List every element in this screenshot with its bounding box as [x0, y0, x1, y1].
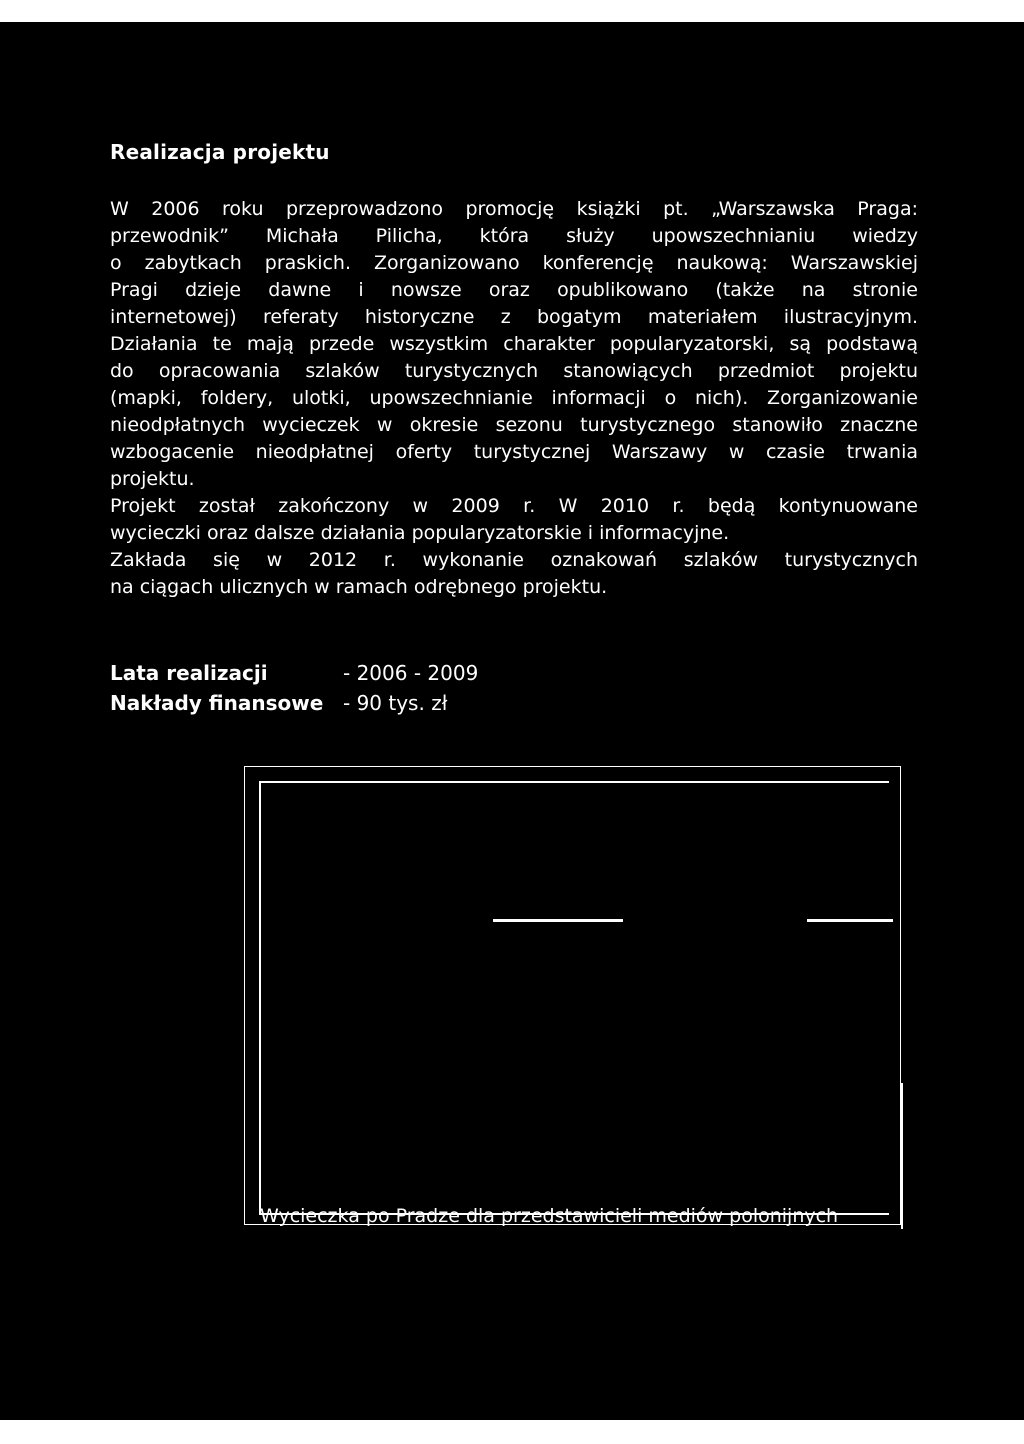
- photo-dash-left: [493, 919, 623, 922]
- paragraph-line-14: Zakłada się w 2012 r. wykonanie oznakowań szlaków turystycznych: [110, 549, 918, 571]
- paragraph-line-8: (mapki, foldery, ulotki, upowszechnianie informacji o nich). Zorganizowanie: [110, 387, 918, 409]
- paragraph-line-6: Działania te mają przede wszystkim charakter popularyzatorski, są podstawą: [110, 333, 918, 355]
- years-label: Lata realizacji: [110, 661, 268, 685]
- paragraph-line-9: nieodpłatnych wycieczek w okresie sezonu turystycznego stanowiło znaczne: [110, 414, 918, 436]
- project-facts: [110, 658, 478, 718]
- photo-image: [259, 781, 889, 1215]
- years-row: [110, 658, 478, 688]
- budget-row: [110, 688, 478, 718]
- paragraph-line-5: internetowej) referaty historyczne z bogatym materiałem ilustracyjnym.: [110, 306, 918, 328]
- budget-value: - 90 tys. zł: [343, 691, 448, 715]
- paragraph-line-2: przewodnik” Michała Pilicha, która służy upowszechnianiu wiedzy: [110, 225, 918, 247]
- paragraph-line-1: W 2006 roku przeprowadzono promocję książki pt. „Warszawska Praga:: [110, 198, 918, 220]
- paragraph-line-4: Pragi dzieje dawne i nowsze oraz opublikowano (także na stronie: [110, 279, 918, 301]
- paragraph-line-10: wzbogacenie nieodpłatnej oferty turystycznej Warszawy w czasie trwania: [110, 441, 918, 463]
- paragraph-line-7: do opracowania szlaków turystycznych stanowiących przedmiot projektu: [110, 360, 918, 382]
- paragraph-line-13: wycieczki oraz dalsze działania popularyzatorskie i informacyjne.: [110, 522, 730, 544]
- photo-dash-right: [807, 919, 893, 922]
- paragraph-line-15: na ciągach ulicznych w ramach odrębnego projektu.: [110, 576, 608, 598]
- document-page: [0, 22, 1024, 1420]
- photo-frame: [244, 766, 901, 1225]
- budget-label: Nakłady finansowe: [110, 691, 324, 715]
- paragraph-line-11: projektu.: [110, 468, 195, 490]
- paragraph-line-12: Projekt został zakończony w 2009 r. W 2010 r. będą kontynuowane: [110, 495, 918, 517]
- photo-caption: Wycieczka po Pradze dla przedstawicieli mediów polonijnych: [260, 1205, 839, 1227]
- years-value: - 2006 - 2009: [343, 661, 479, 685]
- photo-right-edge: [901, 1083, 903, 1229]
- section-heading: Realizacja projektu: [110, 140, 330, 164]
- paragraph-line-3: o zabytkach praskich. Zorganizowano konferencję naukową: Warszawskiej: [110, 252, 918, 274]
